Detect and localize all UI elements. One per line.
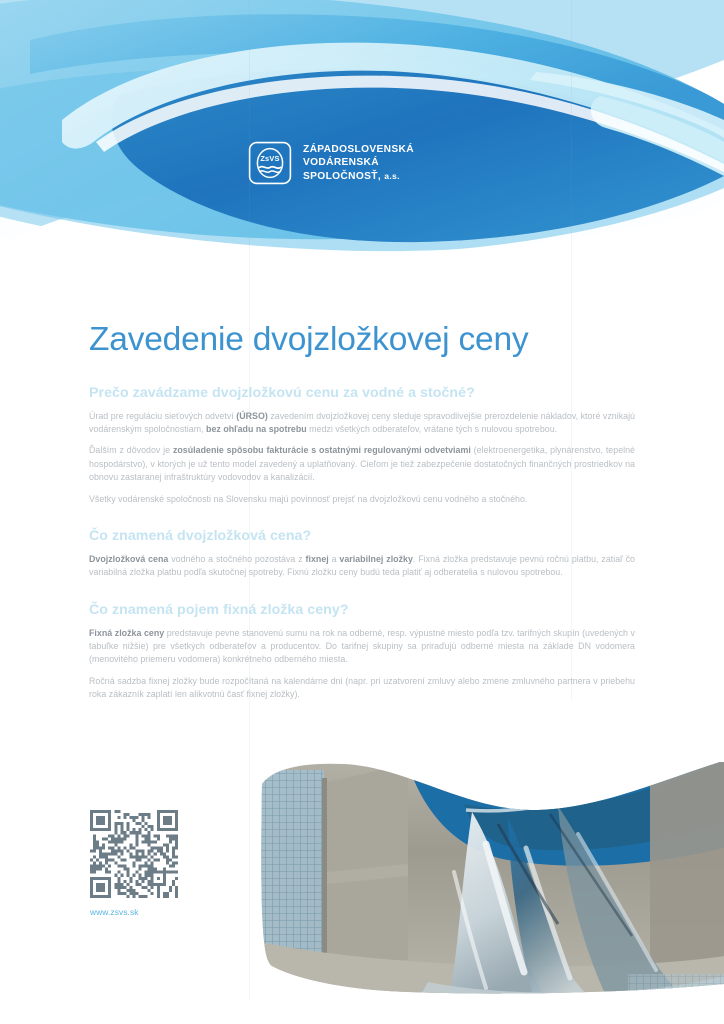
body-text: Úrad pre reguláciu sieťových odvetví	[89, 410, 237, 421]
paragraph	[89, 553, 635, 580]
body-text: Všetky vodárenské spoločnosti na Slovensku majú povinnosť prejsť na dvojzložkovú cenu vodného a stočného.	[89, 493, 528, 504]
body-text: . Fixná zložka predstavuje pevnú ročnú platbu, zatiaľ čo variabilná zložka platbu podľa skutočnej spotreby. Fixnú zložku ceny budú teda platiť aj odberatelia s nulovou spotrebou.	[89, 553, 635, 578]
body-text: vodného a stočného pozostáva z	[168, 553, 306, 564]
paragraph	[89, 410, 635, 437]
body-text: medzi všetkých odberateľov, vrátane tých s nulovou spotrebou.	[306, 424, 558, 435]
section-1	[89, 385, 635, 506]
company-name-line3-main: SPOLOČNOSŤ,	[303, 170, 381, 182]
page-title: Zavedenie dvojzložkovej ceny	[89, 321, 529, 358]
section-heading: Čo znamená dvojzložková cena?	[89, 528, 312, 545]
sections-container	[89, 385, 635, 702]
paragraph	[89, 444, 635, 484]
section-3	[89, 602, 635, 702]
company-name	[303, 143, 414, 183]
paragraph	[89, 493, 635, 506]
section-heading: Prečo zavádzame dvojzložkovú cenu za vodné a stočné?	[89, 384, 475, 401]
section-heading: Čo znamená pojem fixná zložka ceny?	[89, 601, 349, 618]
qr-block	[90, 810, 182, 917]
emphasis-text: zosúladenie spôsobu fakturácie s ostatnými regulovanými odvetviami	[172, 445, 471, 456]
document-content	[89, 322, 635, 718]
section-2	[89, 528, 635, 580]
emphasis-text: Dvojzložková cena	[89, 553, 169, 564]
body-text: (elektroenergetika, plynárenstvo, tepelné hospodárstvo), v ktorých je už tento model zavedený a uplatňovaný. Cieľom je tiež zabezpečenie dostatočných finančných prostriedkov na obnovu zastaranej infraštruktúry vodovodov a kanalizácií.	[89, 445, 635, 483]
body-text: a	[328, 553, 340, 564]
body-text: zavedením dvojzložkovej ceny sleduje spravodlivejšie prerozdelenie nákladov, ktoré vznikajú vodárenským spoločnostiam,	[89, 410, 635, 435]
weir-photo	[258, 752, 724, 1000]
emphasis-text: bez ohľadu na spotrebu	[206, 424, 307, 435]
company-logo	[248, 141, 414, 185]
paragraph	[89, 675, 635, 702]
website-link[interactable]: www.zsvs.sk	[90, 907, 139, 917]
zsvs-logo-mark	[248, 141, 292, 185]
emphasis-text: Fixná zložka ceny	[89, 627, 165, 638]
emphasis-text: (ÚRSO)	[236, 410, 268, 421]
emphasis-text: fixnej	[305, 553, 329, 564]
qr-code-icon[interactable]	[90, 810, 178, 898]
emphasis-text: variabilnej zložky	[339, 553, 413, 564]
company-name-line3	[303, 170, 414, 183]
company-legal-form: a.s.	[384, 170, 400, 181]
body-text: predstavuje pevne stanovenú sumu na rok na odberné, resp. výpustné miesto podľa tzv. tarifných skupín (uvedených v tabuľke nižšie) pre všetkých odberateľov a producentov. Do tarifnej skupiny sa priraďujú odberné miesta na základe DN vodomera (menovitého priemeru vodomera) konkrétneho odberného miesta.	[89, 627, 635, 665]
company-name-line1: ZÁPADOSLOVENSKÁ	[303, 143, 414, 155]
body-text: Ďalším z dôvodov je	[89, 445, 173, 456]
paragraph	[89, 627, 635, 667]
svg-text:ZsVS: ZsVS	[260, 154, 280, 164]
body-text: Ročná sadzba fixnej zložky bude rozpočítaná na kalendárne dni (napr. pri uzatvorení zmluvy alebo zmene zmluvného partnera v priebehu roka zákazník zaplatí len alikvotnú časť fixnej zložky).	[89, 675, 635, 700]
company-name-line2: VODÁRENSKÁ	[303, 157, 379, 169]
